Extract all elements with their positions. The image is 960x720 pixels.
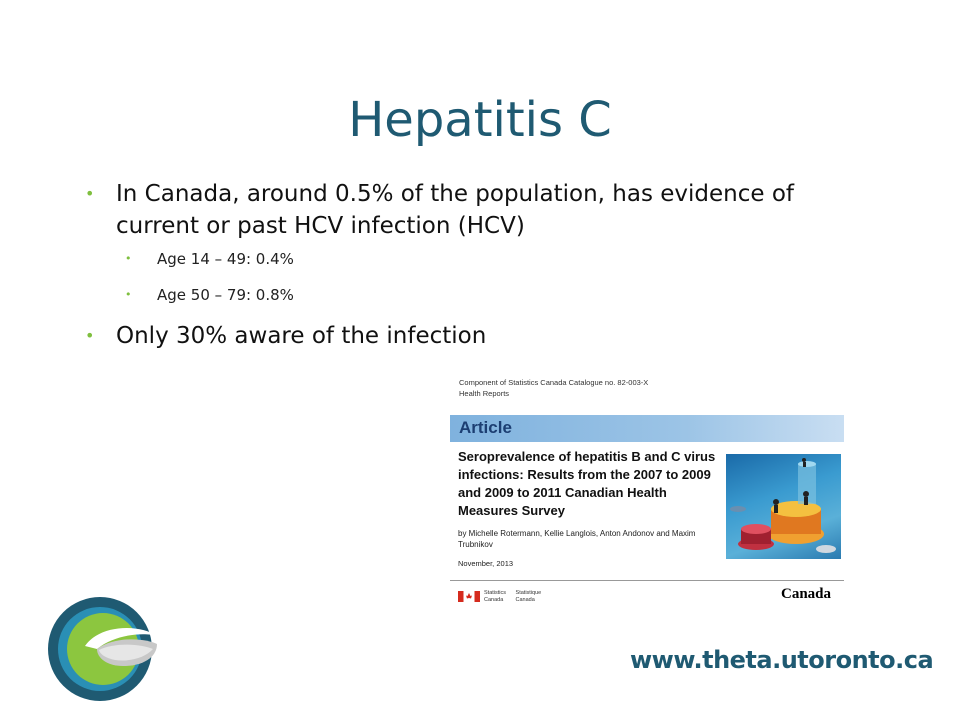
sub-bullet-item	[85, 248, 865, 270]
theta-logo-icon	[45, 594, 159, 704]
bullet-item	[85, 178, 865, 242]
cover-illustration	[726, 454, 841, 559]
sub-bullet-item	[85, 284, 865, 306]
bullet-item	[85, 320, 865, 352]
bullet-list	[85, 178, 865, 358]
canada-flag-icon	[458, 591, 480, 602]
footer-url[interactable]: www.theta.utoronto.ca	[630, 646, 934, 674]
cover-illustration-art	[726, 454, 841, 559]
article-band-label: Article	[459, 418, 512, 437]
divider	[450, 580, 844, 581]
sub-bullet-text: Age 14 – 49: 0.4%	[157, 250, 294, 268]
bullet-dot-icon: •	[125, 252, 132, 265]
bullet-text: In Canada, around 0.5% of the population, has evidence of current or past HCV infection (HCV)	[116, 181, 795, 239]
statcan-en: Statistics Canada	[484, 590, 507, 603]
canada-wordmark: Canada	[781, 586, 832, 602]
statcan-signature	[484, 590, 550, 604]
bullet-text: Only 30% aware of the infection	[116, 323, 487, 349]
bullet-dot-icon: •	[85, 326, 95, 345]
slide-title: Hepatitis C	[348, 92, 612, 148]
publication-line: Health Reports	[459, 389, 510, 398]
article-band	[450, 415, 844, 442]
sub-bullet-text: Age 50 – 79: 0.8%	[157, 286, 294, 304]
article-header	[459, 377, 648, 399]
bullet-dot-icon: •	[85, 184, 95, 203]
article-date: November, 2013	[458, 559, 514, 568]
catalogue-line: Component of Statistics Canada Catalogue no. 82-003-X	[459, 378, 649, 387]
article-authors: by Michelle Rotermann, Kellie Langlois, Anton Andonov and Maxim Trubnikov	[458, 529, 696, 549]
statcan-fr: Statistique Canada	[515, 590, 542, 603]
bullet-dot-icon: •	[125, 288, 132, 301]
article-thumbnail	[448, 370, 844, 606]
article-title: Seroprevalence of hepatitis B and C virus infections: Results from the 2007 to 2009 and 2009 to 2011 Canadian Health Measures Survey	[458, 449, 716, 518]
